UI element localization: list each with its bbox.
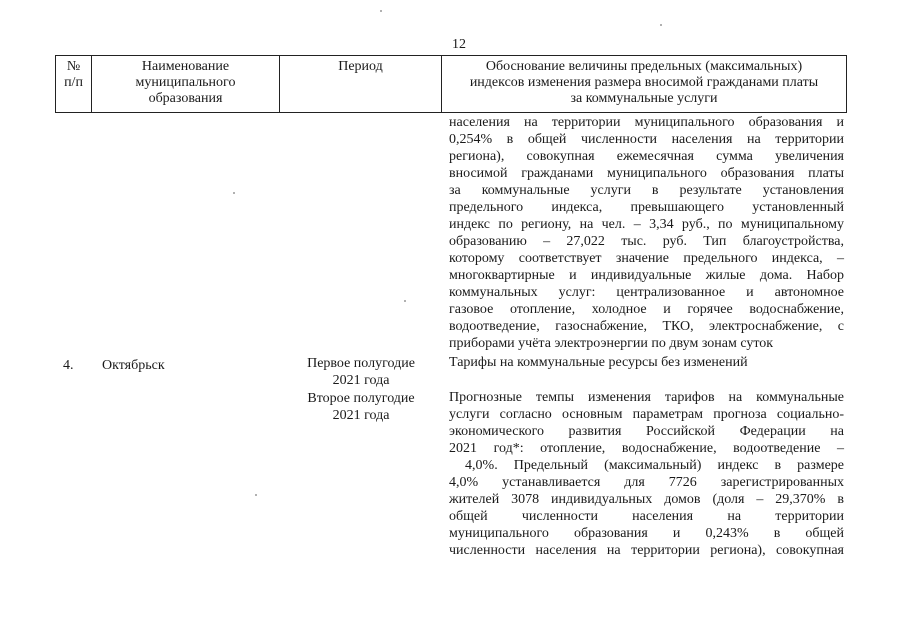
text-line: приборами учёта электроэнергии по двум зонам суток bbox=[449, 336, 774, 351]
text-line: которому соответствует значение предельного индекса, – bbox=[449, 251, 844, 266]
text-line: 4,0%. Предельный (максимальный) индекс в размере bbox=[449, 458, 844, 473]
header-text: образования bbox=[148, 91, 223, 106]
municipality-name: Октябрьск bbox=[102, 358, 165, 373]
text-line: общей численности населения на территории bbox=[449, 509, 844, 524]
justification-first-half bbox=[449, 354, 844, 371]
header-text: индексов изменения размера вносимой гражданами платы bbox=[469, 75, 819, 90]
header-text: Наименование bbox=[141, 59, 230, 74]
period-line: Первое полугодие bbox=[307, 356, 415, 371]
period-line: 2021 года bbox=[332, 408, 390, 423]
table-header bbox=[55, 55, 847, 113]
scan-speck bbox=[233, 192, 235, 194]
header-col-number bbox=[56, 56, 92, 112]
period-line: 2021 года bbox=[332, 373, 390, 388]
text-line: Прогнозные темпы изменения тарифов на коммунальные bbox=[449, 390, 844, 405]
text-line: коммунальных услуг: централизованное и автономное bbox=[449, 285, 844, 300]
scan-speck bbox=[404, 300, 406, 302]
header-text: № bbox=[66, 59, 81, 74]
header-col-justification bbox=[442, 56, 846, 112]
text-line: за коммунальные услуги в результате установления bbox=[449, 183, 844, 198]
scan-speck bbox=[380, 10, 382, 12]
text-line: услуги согласно основным параметрам прогноза социально- bbox=[449, 407, 844, 422]
text-line: региона), совокупная ежемесячная сумма увеличения bbox=[449, 149, 844, 164]
row-number: 4. bbox=[63, 358, 74, 373]
text-line: газовое отопление, холодное и горячее водоснабжение, bbox=[449, 302, 844, 317]
text-line: водоотведение, газоснабжение, ТКО, электроснабжение, с bbox=[449, 319, 844, 334]
text-line: 0,254% в общей численности населения на территории bbox=[449, 132, 844, 147]
continuation-paragraph bbox=[449, 114, 844, 352]
text-line: Тарифы на коммунальные ресурсы без изменений bbox=[449, 355, 748, 370]
text-line: предельного индекса, превышающего установленный bbox=[449, 200, 844, 215]
text-line: индекс по региону, на чел. – 3,34 руб., по муниципальному bbox=[449, 217, 844, 232]
header-text: Период bbox=[338, 59, 383, 74]
text-line: численности населения на территории региона), совокупная bbox=[449, 543, 844, 558]
scan-speck bbox=[660, 24, 662, 26]
period-second-half bbox=[296, 390, 426, 424]
header-col-name bbox=[92, 56, 280, 112]
text-line: экономического развития Российской Федерации на bbox=[449, 424, 844, 439]
period-first-half bbox=[296, 355, 426, 389]
text-line: жителей 3078 индивидуальных домов (доля – 29,370% в bbox=[449, 492, 844, 507]
text-line: муниципального образования и 0,243% в общей bbox=[449, 526, 844, 541]
header-text: Обоснование величины предельных (максимальных) bbox=[485, 59, 803, 74]
justification-second-half bbox=[449, 389, 844, 559]
text-line: населения на территории муниципального образования и bbox=[449, 115, 844, 130]
scan-speck bbox=[255, 494, 257, 496]
text-line: образованию – 27,022 тыс. руб. Тип благоустройства, bbox=[449, 234, 844, 249]
text-line: 4,0% устанавливается для 7726 зарегистрированных bbox=[449, 475, 844, 490]
text-line: вносимой гражданами муниципального образования платы bbox=[449, 166, 844, 181]
text-line: 2021 год*: отопление, водоснабжение, водоотведение – bbox=[449, 441, 844, 456]
page-number: 12 bbox=[452, 37, 466, 52]
header-text: п/п bbox=[64, 75, 83, 90]
period-line: Второе полугодие bbox=[307, 391, 415, 406]
header-text: муниципального bbox=[135, 75, 236, 90]
header-text: за коммунальные услуги bbox=[570, 91, 718, 106]
header-col-period bbox=[280, 56, 442, 112]
text-line: многоквартирные и индивидуальные жилые дома. Набор bbox=[449, 268, 844, 283]
